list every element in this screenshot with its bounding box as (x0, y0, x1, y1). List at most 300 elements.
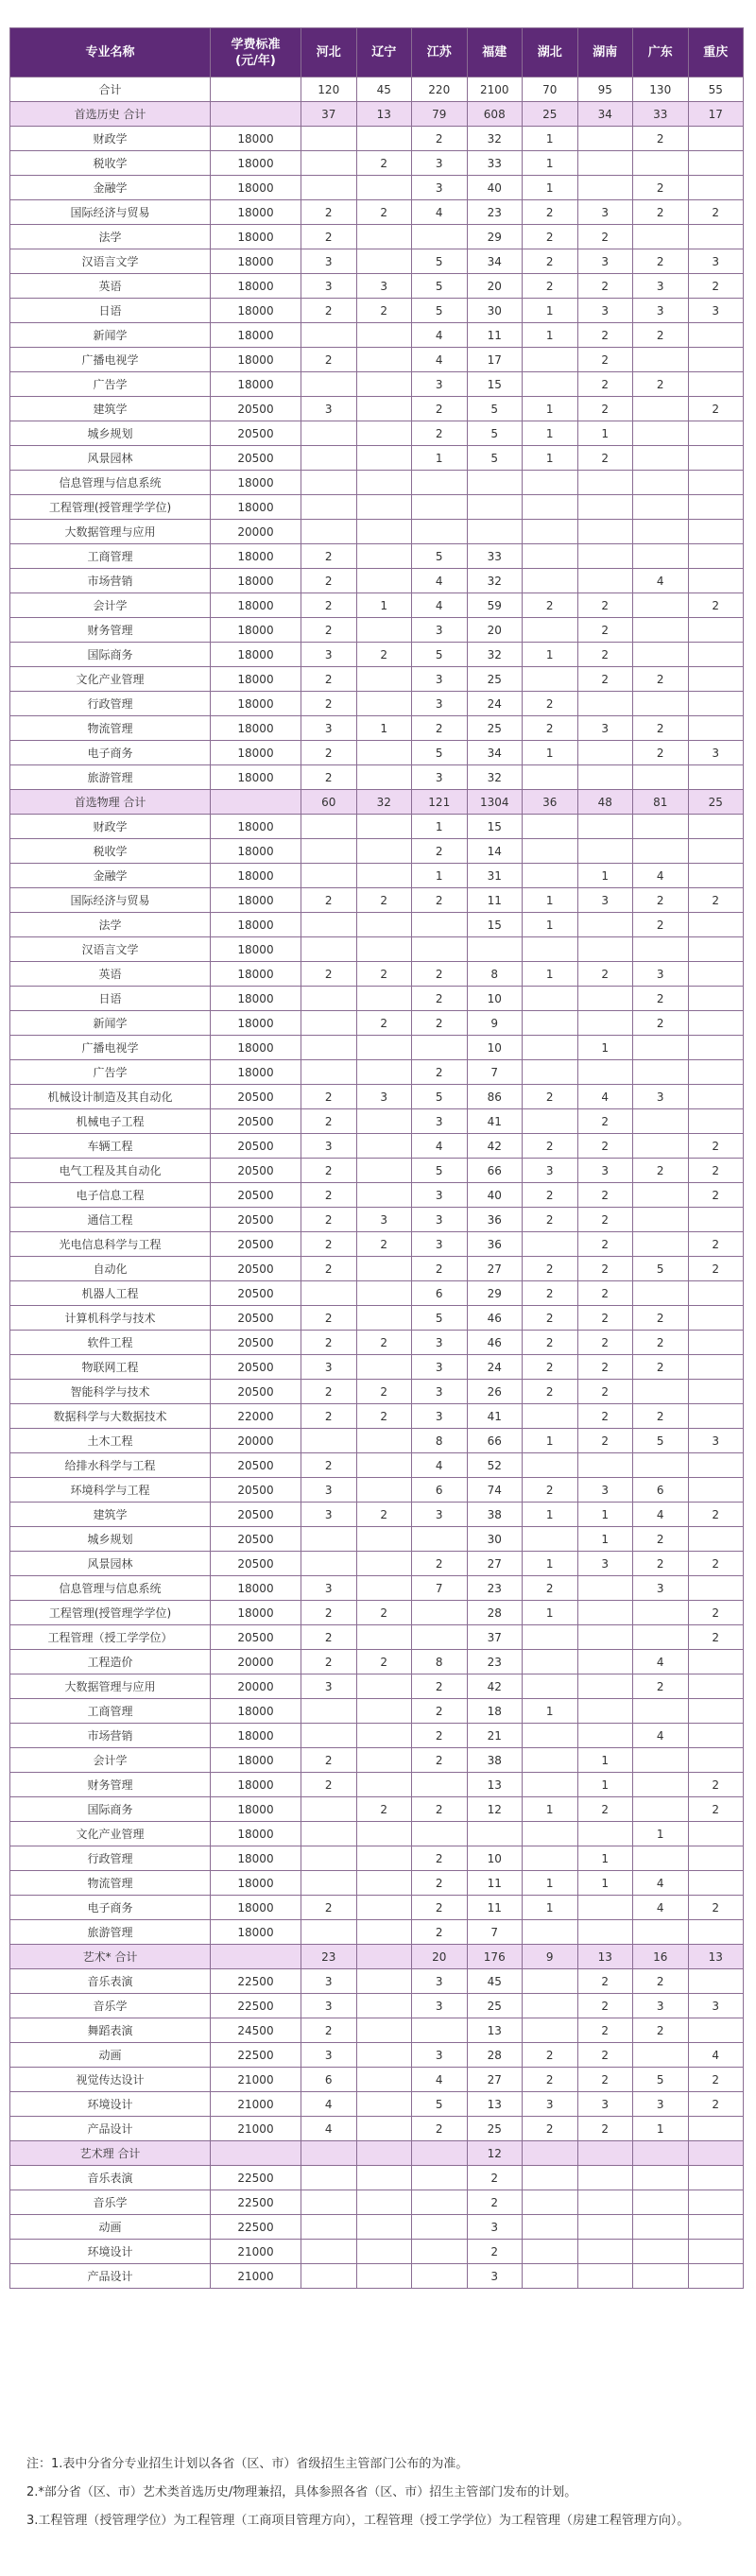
quota-cell (523, 2215, 578, 2240)
major-name-cell: 电子商务 (10, 1896, 211, 1920)
fee-cell: 21000 (211, 2240, 301, 2264)
table-row (10, 176, 744, 200)
table-row (10, 1331, 744, 1355)
quota-cell (356, 372, 412, 397)
quota-cell (301, 1060, 357, 1085)
quota-cell: 5 (633, 2068, 689, 2092)
quota-cell: 2 (301, 692, 357, 716)
quota-cell: 30 (467, 1527, 523, 1552)
quota-cell: 2 (577, 1306, 633, 1331)
quota-cell: 2 (523, 1306, 578, 1331)
quota-cell: 7 (467, 1920, 523, 1945)
quota-cell: 13 (467, 2018, 523, 2043)
quota-cell: 4 (301, 2117, 357, 2141)
quota-cell: 3 (577, 249, 633, 274)
quota-cell: 2 (688, 1159, 744, 1183)
quota-cell: 1 (577, 1748, 633, 1773)
table-row (10, 716, 744, 741)
quota-cell: 3 (301, 1503, 357, 1527)
quota-cell: 5 (412, 643, 468, 667)
fee-cell: 20500 (211, 1527, 301, 1552)
quota-cell: 2 (633, 200, 689, 225)
fee-cell: 18000 (211, 1920, 301, 1945)
quota-cell: 2 (688, 2068, 744, 2092)
quota-cell: 2 (523, 2043, 578, 2068)
quota-cell: 81 (633, 790, 689, 815)
table-row (10, 1552, 744, 1576)
major-name-cell: 金融学 (10, 176, 211, 200)
quota-cell (301, 1281, 357, 1306)
quota-cell: 2 (633, 176, 689, 200)
quota-cell: 2 (577, 1994, 633, 2018)
quota-cell (301, 2240, 357, 2264)
quota-cell: 2 (301, 1650, 357, 1674)
quota-cell: 2 (688, 593, 744, 618)
quota-cell (577, 2264, 633, 2289)
table-row (10, 618, 744, 643)
quota-cell: 2 (577, 2043, 633, 2068)
quota-cell: 1 (577, 1527, 633, 1552)
quota-cell: 2 (633, 1355, 689, 1380)
quota-cell: 27 (467, 1552, 523, 1576)
quota-cell: 1 (523, 962, 578, 987)
quota-cell (577, 1060, 633, 1085)
major-name-cell: 日语 (10, 987, 211, 1011)
table-row (10, 888, 744, 913)
table-row (10, 421, 744, 446)
quota-cell: 5 (412, 1159, 468, 1183)
table-row (10, 2190, 744, 2215)
quota-cell (523, 495, 578, 520)
quota-cell (356, 1625, 412, 1650)
quota-cell: 3 (412, 1380, 468, 1404)
major-name-cell: 日语 (10, 299, 211, 323)
quota-cell: 8 (412, 1429, 468, 1453)
quota-cell (688, 1404, 744, 1429)
quota-cell: 33 (467, 151, 523, 176)
quota-cell: 66 (467, 1159, 523, 1183)
quota-cell: 13 (577, 1945, 633, 1969)
quota-cell: 10 (467, 1036, 523, 1060)
table-row (10, 2215, 744, 2240)
quota-cell: 2 (577, 1969, 633, 1994)
quota-cell (688, 667, 744, 692)
major-name-cell: 税收学 (10, 839, 211, 864)
quota-cell: 2 (301, 1380, 357, 1404)
quota-cell: 32 (467, 765, 523, 790)
quota-cell: 5 (412, 299, 468, 323)
quota-cell: 6 (633, 1478, 689, 1503)
quota-cell: 3 (412, 372, 468, 397)
quota-cell (577, 2190, 633, 2215)
quota-cell (523, 1404, 578, 1429)
quota-cell: 1 (577, 421, 633, 446)
table-row (10, 1306, 744, 1331)
quota-cell: 32 (467, 643, 523, 667)
quota-cell (633, 1036, 689, 1060)
subtotal-row (10, 1945, 744, 1969)
header-province: 湖南 (577, 28, 633, 77)
major-name-cell: 视觉传达设计 (10, 2068, 211, 2092)
quota-cell: 8 (467, 962, 523, 987)
quota-cell (301, 1797, 357, 1822)
quota-cell (688, 2240, 744, 2264)
quota-cell: 3 (577, 1478, 633, 1503)
major-name-cell: 环境设计 (10, 2240, 211, 2264)
major-name-cell: 汉语言文学 (10, 937, 211, 962)
quota-cell (412, 937, 468, 962)
major-name-cell: 行政管理 (10, 692, 211, 716)
quota-cell (688, 1724, 744, 1748)
quota-cell (688, 1036, 744, 1060)
quota-cell: 12 (467, 2141, 523, 2166)
quota-cell (688, 520, 744, 544)
fee-cell: 18000 (211, 274, 301, 299)
quota-cell (688, 2018, 744, 2043)
table-row (10, 274, 744, 299)
major-name-cell: 机器人工程 (10, 1281, 211, 1306)
quota-cell: 2 (412, 1896, 468, 1920)
quota-cell: 40 (467, 1183, 523, 1208)
quota-cell (412, 1527, 468, 1552)
fee-cell: 18000 (211, 815, 301, 839)
quota-cell: 33 (467, 544, 523, 569)
quota-cell: 4 (633, 1896, 689, 1920)
quota-cell: 2 (523, 249, 578, 274)
quota-cell: 13 (467, 2092, 523, 2117)
fee-cell: 18000 (211, 1773, 301, 1797)
quota-cell: 34 (577, 102, 633, 127)
quota-cell: 1 (577, 1846, 633, 1871)
quota-cell: 1 (523, 1871, 578, 1896)
quota-cell: 2 (412, 888, 468, 913)
quota-cell: 25 (688, 790, 744, 815)
quota-cell: 4 (412, 348, 468, 372)
quota-cell: 3 (688, 1429, 744, 1453)
quota-cell: 2 (301, 1232, 357, 1257)
quota-cell: 60 (301, 790, 357, 815)
quota-cell (356, 1355, 412, 1380)
quota-cell (412, 2240, 468, 2264)
table-row (10, 1846, 744, 1871)
fee-cell: 20500 (211, 1625, 301, 1650)
quota-cell (356, 2240, 412, 2264)
quota-cell (688, 1331, 744, 1355)
quota-cell (633, 1773, 689, 1797)
quota-cell: 2 (301, 741, 357, 765)
major-name-cell: 财务管理 (10, 1773, 211, 1797)
quota-cell (412, 2166, 468, 2190)
quota-cell: 23 (467, 1650, 523, 1674)
major-name-cell: 广播电视学 (10, 1036, 211, 1060)
quota-cell (577, 913, 633, 937)
quota-cell (356, 2190, 412, 2215)
quota-cell (688, 839, 744, 864)
major-name-cell: 国际商务 (10, 1797, 211, 1822)
quota-cell: 3 (412, 1331, 468, 1355)
major-name-cell: 市场营销 (10, 569, 211, 593)
major-name-cell: 信息管理与信息系统 (10, 1576, 211, 1601)
header-province: 辽宁 (356, 28, 412, 77)
quota-cell (523, 569, 578, 593)
quota-cell: 40 (467, 176, 523, 200)
quota-cell (523, 2166, 578, 2190)
quota-cell (577, 1453, 633, 1478)
quota-cell (356, 1871, 412, 1896)
quota-cell: 2 (577, 1355, 633, 1380)
quota-cell: 3 (301, 1994, 357, 2018)
quota-cell: 2 (577, 1232, 633, 1257)
quota-cell (688, 2264, 744, 2289)
quota-cell (412, 2018, 468, 2043)
quota-cell: 74 (467, 1478, 523, 1503)
quota-cell (523, 520, 578, 544)
quota-cell: 4 (633, 864, 689, 888)
quota-cell (356, 1699, 412, 1724)
major-name-cell: 音乐学 (10, 1994, 211, 2018)
table-row (10, 2043, 744, 2068)
table-row (10, 1478, 744, 1503)
quota-cell: 1 (523, 1896, 578, 1920)
quota-cell (523, 667, 578, 692)
fee-cell: 20000 (211, 1674, 301, 1699)
quota-cell: 70 (523, 77, 578, 102)
quota-cell (356, 1920, 412, 1945)
quota-cell: 3 (577, 200, 633, 225)
quota-cell: 2 (523, 593, 578, 618)
quota-cell: 45 (356, 77, 412, 102)
major-name-cell: 合计 (10, 77, 211, 102)
quota-cell: 29 (467, 1281, 523, 1306)
quota-cell (356, 2166, 412, 2190)
quota-cell (523, 864, 578, 888)
quota-cell (301, 1699, 357, 1724)
quota-cell: 2 (577, 225, 633, 249)
quota-cell: 11 (467, 323, 523, 348)
quota-cell (633, 692, 689, 716)
quota-cell (356, 1429, 412, 1453)
quota-cell (577, 1920, 633, 1945)
quota-cell: 2 (633, 716, 689, 741)
quota-cell (301, 2215, 357, 2240)
quota-cell: 38 (467, 1748, 523, 1773)
quota-cell (523, 1822, 578, 1846)
quota-cell (633, 1109, 689, 1134)
quota-cell (301, 815, 357, 839)
table-row (10, 1822, 744, 1846)
quota-cell (633, 544, 689, 569)
fee-cell: 20500 (211, 1453, 301, 1478)
quota-cell: 3 (356, 274, 412, 299)
quota-cell: 5 (412, 544, 468, 569)
quota-cell: 2 (356, 962, 412, 987)
table-row (10, 1036, 744, 1060)
quota-cell (301, 421, 357, 446)
quota-cell: 4 (633, 1503, 689, 1527)
quota-cell (356, 1183, 412, 1208)
quota-cell: 3 (356, 1085, 412, 1109)
fee-cell: 20500 (211, 397, 301, 421)
quota-cell (301, 1724, 357, 1748)
quota-cell: 18 (467, 1699, 523, 1724)
quota-cell (523, 2264, 578, 2289)
quota-cell: 2 (688, 274, 744, 299)
quota-cell (523, 1773, 578, 1797)
quota-cell: 2 (356, 1650, 412, 1674)
quota-cell: 2 (633, 1306, 689, 1331)
quota-cell (523, 2190, 578, 2215)
major-name-cell: 文化产业管理 (10, 1822, 211, 1846)
quota-cell: 3 (301, 397, 357, 421)
quota-cell: 3 (633, 962, 689, 987)
table-row (10, 839, 744, 864)
quota-cell: 2 (577, 618, 633, 643)
table-row (10, 643, 744, 667)
quota-cell (577, 544, 633, 569)
quota-cell (688, 1650, 744, 1674)
quota-cell: 3 (412, 151, 468, 176)
quota-cell: 608 (467, 102, 523, 127)
table-row (10, 667, 744, 692)
quota-cell (301, 913, 357, 937)
quota-cell (688, 1969, 744, 1994)
quota-cell (688, 1871, 744, 1896)
quota-cell (688, 323, 744, 348)
quota-cell: 32 (467, 127, 523, 151)
table-row (10, 1674, 744, 1699)
quota-cell (301, 495, 357, 520)
fee-cell: 18000 (211, 1896, 301, 1920)
quota-cell: 66 (467, 1429, 523, 1453)
quota-cell: 2 (633, 372, 689, 397)
quota-cell: 1 (633, 2117, 689, 2141)
quota-cell: 15 (467, 372, 523, 397)
fee-cell (211, 2141, 301, 2166)
quota-cell: 2 (633, 323, 689, 348)
quota-cell: 25 (467, 667, 523, 692)
quota-cell (356, 1281, 412, 1306)
quota-cell: 20 (467, 274, 523, 299)
enrollment-plan-table (9, 27, 744, 2289)
fee-cell: 20500 (211, 1552, 301, 1576)
quota-cell (301, 176, 357, 200)
quota-cell: 34 (467, 741, 523, 765)
quota-cell: 4 (633, 1724, 689, 1748)
major-name-cell: 工程造价 (10, 1650, 211, 1674)
fee-cell: 18000 (211, 495, 301, 520)
quota-cell (688, 618, 744, 643)
quota-cell (523, 1920, 578, 1945)
fee-cell: 18000 (211, 962, 301, 987)
quota-cell: 4 (412, 1453, 468, 1478)
quota-cell (412, 2215, 468, 2240)
quota-cell: 5 (467, 421, 523, 446)
quota-cell: 1 (577, 1871, 633, 1896)
table-row (10, 1920, 744, 1945)
quota-cell (523, 372, 578, 397)
fee-cell: 20500 (211, 1355, 301, 1380)
quota-cell (356, 249, 412, 274)
major-name-cell: 城乡规划 (10, 1527, 211, 1552)
quota-cell: 2 (356, 643, 412, 667)
major-name-cell: 信息管理与信息系统 (10, 471, 211, 495)
quota-cell (356, 1969, 412, 1994)
quota-cell: 24 (467, 1355, 523, 1380)
quota-cell (356, 520, 412, 544)
quota-cell: 3 (412, 667, 468, 692)
quota-cell: 13 (467, 1773, 523, 1797)
quota-cell (577, 1674, 633, 1699)
quota-cell: 2 (356, 1331, 412, 1355)
quota-cell (412, 2141, 468, 2166)
quota-cell: 5 (412, 274, 468, 299)
table-row (10, 249, 744, 274)
quota-cell: 2 (301, 1109, 357, 1134)
major-name-cell: 物流管理 (10, 716, 211, 741)
quota-cell (577, 741, 633, 765)
quota-cell: 2 (301, 765, 357, 790)
fee-cell: 20500 (211, 1380, 301, 1404)
quota-cell (688, 2117, 744, 2141)
quota-cell (356, 471, 412, 495)
major-name-cell: 广播电视学 (10, 348, 211, 372)
quota-cell: 6 (301, 2068, 357, 2092)
quota-cell: 2 (633, 1674, 689, 1699)
quota-cell: 3 (412, 1109, 468, 1134)
quota-cell (356, 1822, 412, 1846)
major-name-cell: 光电信息科学与工程 (10, 1232, 211, 1257)
table-row (10, 1994, 744, 2018)
quota-cell: 1 (523, 1552, 578, 1576)
major-name-cell: 产品设计 (10, 2117, 211, 2141)
quota-cell: 4 (412, 1134, 468, 1159)
fee-cell: 22500 (211, 1994, 301, 2018)
quota-cell: 1 (523, 299, 578, 323)
quota-cell: 3 (301, 1134, 357, 1159)
quota-cell (577, 692, 633, 716)
table-header-row (10, 28, 744, 77)
fee-cell: 18000 (211, 937, 301, 962)
quota-cell: 5 (412, 249, 468, 274)
quota-cell (356, 1257, 412, 1281)
quota-cell: 2 (301, 1896, 357, 1920)
quota-cell: 2 (633, 1404, 689, 1429)
quota-cell (688, 446, 744, 471)
quota-cell: 2 (523, 1257, 578, 1281)
quota-cell (301, 323, 357, 348)
quota-cell: 2 (412, 1797, 468, 1822)
quota-cell: 28 (467, 1601, 523, 1625)
quota-cell: 2 (688, 1232, 744, 1257)
fee-cell: 18000 (211, 987, 301, 1011)
quota-cell: 3 (688, 249, 744, 274)
fee-cell: 20500 (211, 1232, 301, 1257)
quota-cell: 10 (467, 987, 523, 1011)
major-name-cell: 音乐学 (10, 2190, 211, 2215)
major-name-cell: 音乐表演 (10, 2166, 211, 2190)
quota-cell (577, 2215, 633, 2240)
major-name-cell: 动画 (10, 2043, 211, 2068)
quota-cell: 3 (577, 1159, 633, 1183)
quota-cell: 2 (577, 1404, 633, 1429)
table-row (10, 569, 744, 593)
fee-cell (211, 77, 301, 102)
quota-cell: 2 (577, 1109, 633, 1134)
major-name-cell: 市场营销 (10, 1724, 211, 1748)
fee-cell: 18000 (211, 643, 301, 667)
quota-cell (301, 1011, 357, 1036)
quota-cell (356, 815, 412, 839)
